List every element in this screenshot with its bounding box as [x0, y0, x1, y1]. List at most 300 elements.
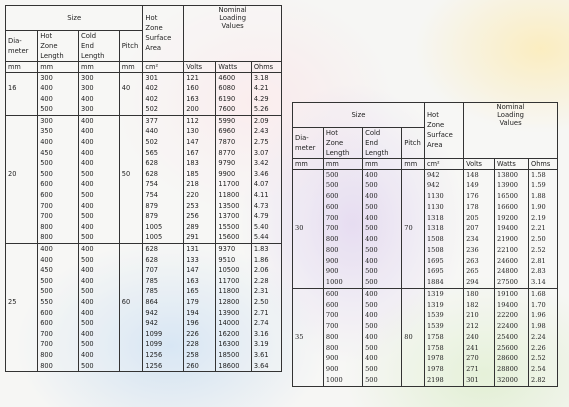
watts-cell: 16500: [495, 191, 529, 202]
diameter-cell: [6, 329, 38, 340]
surface-area-cell: 1005: [143, 222, 184, 233]
cold-end-length-cell: 500: [363, 245, 402, 256]
surface-area-cell: 1318: [424, 213, 463, 224]
cold-end-length-cell: 500: [363, 375, 402, 386]
hot-zone-length-cell: 900: [323, 353, 362, 364]
surface-area-cell: 1130: [424, 202, 463, 213]
table-row: [6, 232, 282, 243]
diameter-cell: [6, 190, 38, 201]
ohms-cell: 2.71: [251, 308, 281, 319]
table-row: [293, 191, 558, 202]
ohms-cell: 2.24: [529, 332, 558, 343]
surface-area-cell: 628: [143, 255, 184, 266]
volts-cell: 265: [464, 266, 495, 277]
watts-cell: 6080: [216, 83, 251, 94]
surface-area-header: Hot Zone Surface Area: [424, 103, 463, 159]
ohms-cell: 2.52: [529, 245, 558, 256]
diameter-cell: [6, 201, 38, 212]
ohms-cell: 4.11: [251, 190, 281, 201]
watts-cell: 32000: [495, 375, 529, 386]
ohms-cell: 2.54: [529, 364, 558, 375]
pitch-cell: [119, 350, 143, 361]
watts-cell: 21900: [495, 234, 529, 245]
hot-zone-length-cell: 800: [323, 234, 362, 245]
watts-cell: 19400: [495, 300, 529, 311]
cold-end-length-cell: 500: [363, 202, 402, 213]
table-row: [6, 244, 282, 255]
table-row: [6, 201, 282, 212]
watts-cell: 11800: [216, 190, 251, 201]
hot-zone-length-cell: 400: [38, 137, 79, 148]
cold-end-length-cell: 500: [79, 361, 120, 372]
ohms-cell: 3.42: [251, 158, 281, 169]
unit-cold-end: mm: [363, 158, 402, 169]
volts-cell: 218: [184, 179, 216, 190]
diameter-cell: [293, 310, 324, 321]
surface-area-cell: 785: [143, 286, 184, 297]
hot-zone-length-cell: 500: [38, 286, 79, 297]
surface-area-cell: 402: [143, 94, 184, 105]
unit-pitch: mm: [402, 158, 425, 169]
table-row: [293, 213, 558, 224]
table-row: [293, 310, 558, 321]
diameter-cell: [6, 339, 38, 350]
pitch-cell: [119, 201, 143, 212]
surface-area-cell: 864: [143, 297, 184, 308]
volts-cell: 163: [184, 94, 216, 105]
cold-end-length-cell: 500: [363, 364, 402, 375]
diameter-cell: [6, 265, 38, 276]
table-row: [6, 350, 282, 361]
diameter-cell: 30: [293, 223, 324, 234]
surface-area-cell: 301: [143, 72, 184, 83]
table-row: [6, 94, 282, 105]
hot-zone-length-cell: 350: [38, 126, 79, 137]
watts-cell: 4600: [216, 72, 251, 83]
surface-area-cell: 628: [143, 169, 184, 180]
table-row: [6, 169, 282, 180]
surface-area-cell: 707: [143, 265, 184, 276]
pitch-cell: [402, 310, 425, 321]
nominal-loading-header: Nominal Loading Values: [464, 103, 558, 128]
diameter-cell: [6, 276, 38, 287]
pitch-cell: 50: [119, 169, 143, 180]
diameter-cell: [6, 148, 38, 159]
volts-cell: 147: [184, 137, 216, 148]
watts-cell: 6190: [216, 94, 251, 105]
table-left-body: [6, 72, 282, 372]
table-row: [293, 202, 558, 213]
volts-cell: 226: [184, 329, 216, 340]
pitch-cell: [119, 339, 143, 350]
hot-zone-length-cell: 500: [323, 180, 362, 191]
hot-zone-length-cell: 600: [38, 308, 79, 319]
hot-zone-length-cell: 800: [38, 361, 79, 372]
volts-cell: 240: [464, 332, 495, 343]
volts-cell: 207: [464, 223, 495, 234]
watts-cell: 27500: [495, 277, 529, 288]
cold-end-length-cell: 500: [363, 300, 402, 311]
cold-end-length-cell: 500: [363, 321, 402, 332]
surface-area-cell: 1978: [424, 353, 463, 364]
table-row: [6, 286, 282, 297]
cold-end-length-cell: 400: [79, 244, 120, 255]
ohms-cell: 2.50: [251, 297, 281, 308]
watts-cell: 22200: [495, 310, 529, 321]
hot-zone-length-cell: 600: [38, 318, 79, 329]
pitch-cell: [402, 353, 425, 364]
pitch-cell: [119, 244, 143, 255]
table-row: [293, 321, 558, 332]
ohms-cell: 5.40: [251, 222, 281, 233]
hot-zone-length-cell: 900: [323, 266, 362, 277]
ohms-cell: 1.88: [529, 191, 558, 202]
pitch-cell: [119, 104, 143, 115]
diameter-cell: [6, 115, 38, 126]
unit-cold-end: mm: [79, 61, 120, 72]
pitch-cell: [119, 222, 143, 233]
table-row: [6, 137, 282, 148]
pitch-cell: [402, 321, 425, 332]
table-row: [293, 375, 558, 386]
table-row: [293, 364, 558, 375]
pitch-cell: 80: [402, 332, 425, 343]
diameter-cell: [293, 169, 324, 180]
pitch-cell: [402, 277, 425, 288]
hot-zone-length-cell: 700: [323, 213, 362, 224]
pitch-cell: 70: [402, 223, 425, 234]
surface-area-cell: 565: [143, 148, 184, 159]
volts-cell: 234: [464, 234, 495, 245]
surface-area-cell: 1099: [143, 329, 184, 340]
watts-cell: 18500: [216, 350, 251, 361]
pitch-cell: [119, 72, 143, 83]
diameter-cell: [6, 361, 38, 372]
volts-cell: 294: [464, 277, 495, 288]
cold-end-length-cell: 300: [79, 72, 120, 83]
hot-zone-length-cell: 700: [38, 329, 79, 340]
pitch-cell: [402, 245, 425, 256]
surface-area-cell: 1319: [424, 288, 463, 299]
watts-cell: 28800: [495, 364, 529, 375]
volts-cell: 182: [464, 300, 495, 311]
ohms-cell: 2.82: [529, 375, 558, 386]
watts-cell: 13900: [495, 180, 529, 191]
hot-zone-length-header: Hot Zone Length: [38, 30, 79, 61]
pitch-cell: [402, 364, 425, 375]
ohms-cell: 5.44: [251, 232, 281, 243]
hot-zone-length-cell: 800: [38, 222, 79, 233]
surface-area-cell: 1256: [143, 361, 184, 372]
table-row: [6, 361, 282, 372]
table-row: [293, 234, 558, 245]
pitch-cell: [119, 115, 143, 126]
cold-end-length-cell: 400: [363, 310, 402, 321]
pitch-cell: [119, 137, 143, 148]
table-row: [293, 343, 558, 354]
pitch-cell: [402, 234, 425, 245]
cold-end-length-cell: 300: [79, 83, 120, 94]
pitch-cell: [402, 202, 425, 213]
hot-zone-length-cell: 700: [323, 310, 362, 321]
diameter-cell: [6, 104, 38, 115]
cold-end-length-cell: 400: [363, 288, 402, 299]
surface-area-cell: 1978: [424, 364, 463, 375]
volts-cell: 270: [464, 353, 495, 364]
watts-cell: 7600: [216, 104, 251, 115]
diameter-cell: [293, 234, 324, 245]
surface-area-cell: 1884: [424, 277, 463, 288]
table-row: [6, 255, 282, 266]
volts-cell: 185: [184, 169, 216, 180]
watts-cell: 9790: [216, 158, 251, 169]
hot-zone-length-cell: 600: [323, 300, 362, 311]
watts-cell: 16300: [216, 339, 251, 350]
hot-zone-length-cell: 600: [323, 202, 362, 213]
diameter-cell: [293, 300, 324, 311]
cold-end-length-cell: 400: [79, 201, 120, 212]
ohms-cell: 3.46: [251, 169, 281, 180]
cold-end-length-cell: 400: [79, 308, 120, 319]
volts-cell: 289: [184, 222, 216, 233]
diameter-cell: [293, 213, 324, 224]
size-header: Size: [6, 6, 143, 31]
table-row: [6, 276, 282, 287]
watts-cell: 10500: [216, 265, 251, 276]
volts-cell: 212: [464, 321, 495, 332]
table-row: [293, 256, 558, 267]
ohms-cell: 3.61: [251, 350, 281, 361]
ohms-cell: 4.79: [251, 211, 281, 222]
ohms-cell: 1.96: [529, 310, 558, 321]
volts-cell: 133: [184, 255, 216, 266]
pitch-cell: 40: [119, 83, 143, 94]
surface-area-cell: 1758: [424, 332, 463, 343]
surface-area-cell: 502: [143, 104, 184, 115]
ohms-cell: 1.70: [529, 300, 558, 311]
volts-cell: 167: [184, 148, 216, 159]
pitch-cell: [402, 300, 425, 311]
watts-cell: 12800: [216, 297, 251, 308]
pitch-cell: [402, 375, 425, 386]
diameter-cell: [293, 245, 324, 256]
pitch-cell: [402, 213, 425, 224]
cold-end-length-cell: 500: [363, 223, 402, 234]
watts-cell: 19100: [495, 288, 529, 299]
volts-cell: 130: [184, 126, 216, 137]
table-row: [293, 300, 558, 311]
hot-zone-length-cell: 300: [38, 72, 79, 83]
watts-cell: 5990: [216, 115, 251, 126]
volts-cell: 149: [464, 180, 495, 191]
watts-cell: 15500: [216, 222, 251, 233]
ohms-cell: 1.83: [251, 244, 281, 255]
surface-area-cell: 440: [143, 126, 184, 137]
volts-cell: 194: [184, 308, 216, 319]
cold-end-length-header: Cold End Length: [79, 30, 120, 61]
cold-end-length-cell: 400: [79, 158, 120, 169]
diameter-cell: [6, 94, 38, 105]
hot-zone-length-cell: 800: [323, 343, 362, 354]
cold-end-length-cell: 500: [363, 343, 402, 354]
hot-zone-length-cell: 500: [323, 169, 362, 180]
pitch-cell: [402, 180, 425, 191]
ohms-cell: 2.06: [251, 265, 281, 276]
diameter-cell: [6, 350, 38, 361]
surface-area-cell: 1695: [424, 266, 463, 277]
table-row: [6, 211, 282, 222]
surface-area-header: Hot Zone Surface Area: [143, 6, 184, 62]
diameter-cell: [6, 255, 38, 266]
volts-cell: 147: [184, 265, 216, 276]
volts-cell: 180: [464, 288, 495, 299]
diameter-cell: [293, 353, 324, 364]
diameter-header: Dia- meter: [6, 30, 38, 61]
hot-zone-length-cell: 900: [323, 364, 362, 375]
pitch-cell: [119, 232, 143, 243]
diameter-cell: [6, 179, 38, 190]
pitch-cell: [119, 255, 143, 266]
pitch-cell: [402, 343, 425, 354]
pitch-cell: [119, 276, 143, 287]
ohms-cell: 2.50: [529, 234, 558, 245]
hot-zone-length-cell: 450: [38, 265, 79, 276]
diameter-cell: 20: [6, 169, 38, 180]
ohms-cell: 2.26: [529, 343, 558, 354]
volts-cell: 196: [184, 318, 216, 329]
cold-end-length-cell: 500: [79, 318, 120, 329]
ohms-header: Ohms: [251, 61, 281, 72]
table-row: [6, 104, 282, 115]
hot-zone-length-cell: 800: [38, 350, 79, 361]
table-row: [6, 308, 282, 319]
volts-cell: 256: [184, 211, 216, 222]
diameter-cell: 25: [6, 297, 38, 308]
pitch-cell: [119, 286, 143, 297]
hot-zone-length-cell: 400: [38, 94, 79, 105]
surface-area-cell: 1319: [424, 300, 463, 311]
diameter-cell: [293, 343, 324, 354]
pitch-cell: [119, 94, 143, 105]
surface-area-cell: 942: [143, 318, 184, 329]
ohms-cell: 4.29: [251, 94, 281, 105]
cold-end-length-cell: 500: [79, 255, 120, 266]
cold-end-length-cell: 400: [79, 222, 120, 233]
diameter-cell: [6, 126, 38, 137]
table-row: [293, 288, 558, 299]
watts-cell: 24800: [495, 266, 529, 277]
surface-area-cell: 942: [424, 169, 463, 180]
pitch-cell: [119, 148, 143, 159]
cold-end-length-cell: 400: [363, 213, 402, 224]
diameter-cell: [293, 266, 324, 277]
ohms-cell: 1.68: [529, 288, 558, 299]
ohms-cell: 1.86: [251, 255, 281, 266]
ohms-cell: 2.31: [251, 286, 281, 297]
surface-area-cell: 1130: [424, 191, 463, 202]
ohms-cell: 2.75: [251, 137, 281, 148]
volts-cell: 148: [464, 169, 495, 180]
hot-zone-length-cell: 300: [38, 115, 79, 126]
unit-diameter: mm: [293, 158, 324, 169]
pitch-cell: [119, 190, 143, 201]
cold-end-length-cell: 400: [79, 115, 120, 126]
watts-cell: 22400: [495, 321, 529, 332]
hot-zone-length-cell: 500: [38, 158, 79, 169]
watts-cell: 6960: [216, 126, 251, 137]
unit-pitch: mm: [119, 61, 143, 72]
watts-cell: 13500: [216, 201, 251, 212]
hot-zone-length-cell: 700: [38, 201, 79, 212]
hot-zone-length-cell: 800: [323, 332, 362, 343]
diameter-cell: [6, 286, 38, 297]
cold-end-length-cell: 400: [79, 148, 120, 159]
cold-end-length-cell: 500: [79, 211, 120, 222]
cold-end-length-cell: 400: [79, 276, 120, 287]
table-row: [6, 126, 282, 137]
volts-cell: 263: [464, 256, 495, 267]
cold-end-length-cell: 500: [79, 286, 120, 297]
cold-end-length-cell: 400: [79, 265, 120, 276]
table-row: [293, 332, 558, 343]
surface-area-cell: 1758: [424, 343, 463, 354]
loading-values-table-right: [292, 102, 558, 387]
surface-area-cell: 402: [143, 83, 184, 94]
hot-zone-length-header: Hot Zone Length: [323, 127, 362, 158]
cold-end-length-cell: 500: [363, 266, 402, 277]
watts-cell: 11700: [216, 276, 251, 287]
cold-end-length-cell: 500: [363, 180, 402, 191]
pitch-cell: [119, 361, 143, 372]
surface-area-cell: 1099: [143, 339, 184, 350]
watts-cell: 19200: [495, 213, 529, 224]
hot-zone-length-cell: 600: [38, 179, 79, 190]
table-row: [6, 297, 282, 308]
surface-area-cell: 1695: [424, 256, 463, 267]
watts-cell: 13900: [216, 308, 251, 319]
pitch-cell: [402, 191, 425, 202]
ohms-cell: 2.21: [529, 223, 558, 234]
volts-cell: 205: [464, 213, 495, 224]
ohms-cell: 4.07: [251, 179, 281, 190]
hot-zone-length-cell: 800: [323, 245, 362, 256]
hot-zone-length-cell: 500: [38, 276, 79, 287]
ohms-cell: 2.19: [529, 213, 558, 224]
surface-area-cell: 2198: [424, 375, 463, 386]
watts-cell: 15600: [216, 232, 251, 243]
table-row: [6, 83, 282, 94]
table-row: [293, 223, 558, 234]
nominal-loading-header: Nominal Loading Values: [184, 6, 282, 31]
table-row: [293, 180, 558, 191]
table-row: [6, 190, 282, 201]
cold-end-length-cell: 500: [363, 277, 402, 288]
table-row: [6, 115, 282, 126]
surface-area-cell: 754: [143, 190, 184, 201]
diameter-cell: [293, 364, 324, 375]
watts-cell: 14000: [216, 318, 251, 329]
volts-cell: 131: [184, 244, 216, 255]
ohms-cell: 4.21: [251, 83, 281, 94]
ohms-cell: 2.52: [529, 353, 558, 364]
cold-end-length-cell: 400: [79, 179, 120, 190]
watts-cell: 16200: [216, 329, 251, 340]
watts-cell: 9370: [216, 244, 251, 255]
volts-cell: 176: [464, 191, 495, 202]
surface-area-cell: 754: [143, 179, 184, 190]
pitch-cell: [402, 266, 425, 277]
diameter-cell: 16: [6, 83, 38, 94]
